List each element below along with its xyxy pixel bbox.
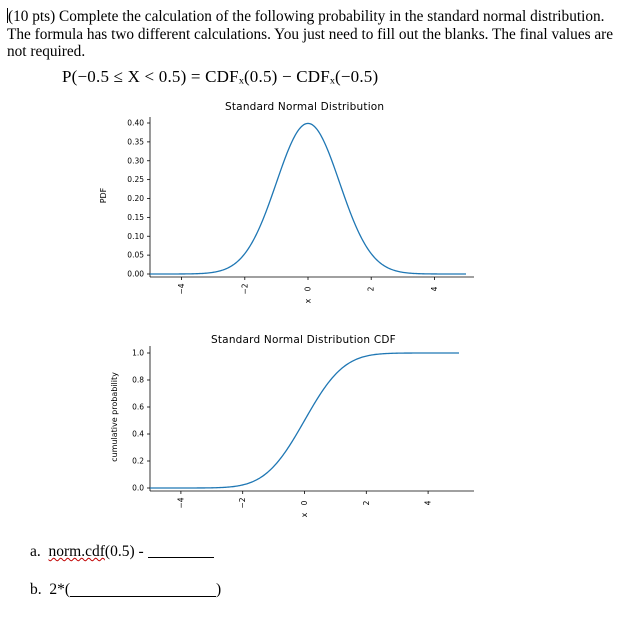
answer-a [30, 543, 214, 561]
x-tick-label: 0 [300, 500, 309, 506]
y-tick-label: 1.0 [132, 348, 144, 358]
cdf-chart-title: Standard Normal Distribution CDF [211, 334, 396, 346]
pdf-chart-title: Standard Normal Distribution [225, 101, 385, 113]
x-tick-label: −2 [238, 497, 248, 509]
answer-a-label: a. [30, 543, 41, 560]
answer-b-blank[interactable] [70, 582, 216, 597]
answer-a-function: norm.cdf [48, 543, 105, 560]
x-tick-label: 2 [361, 500, 371, 506]
y-tick-label: 0.4 [132, 429, 144, 439]
y-tick-label: 0.40 [127, 118, 144, 128]
y-tick-label: 0.30 [127, 156, 144, 166]
y-tick-label: 0.20 [127, 194, 144, 203]
x-tick-label: −4 [177, 283, 187, 295]
probability-formula: P(−0.5 ≤ X < 0.5) = CDFₓ(0.5) − CDFₓ(−0.5) [62, 67, 379, 86]
pdf-chart [0, 105, 624, 325]
x-tick-label: 4 [429, 286, 439, 292]
answer-b-close: ) [216, 581, 222, 598]
x-tick-label: −4 [176, 497, 186, 509]
answer-b-label: b. [30, 581, 42, 598]
x-axis-label: x [303, 298, 313, 304]
y-tick-label: 0.25 [127, 175, 144, 185]
x-tick-label: 2 [366, 286, 376, 292]
question-text: (10 pts) Complete the calculation of the following probability in the standard normal distribution. The formula has two different calculations. You just need to fill out the blanks. The final values are not required. [7, 8, 614, 60]
answer-a-blank[interactable] [148, 543, 214, 558]
x-tick-label: −2 [240, 283, 250, 295]
y-tick-label: 0.8 [132, 375, 144, 385]
y-tick-label: 0.15 [127, 212, 144, 222]
y-tick-label: 0.35 [127, 137, 144, 147]
y-tick-label: 0.6 [132, 402, 144, 412]
y-tick-label: 0.10 [127, 231, 144, 241]
y-tick-label: 0.2 [132, 456, 144, 466]
series-line-pdf [150, 123, 466, 274]
y-axis-label: cumulative probability [110, 372, 119, 462]
y-tick-label: 0.00 [127, 269, 144, 279]
answer-b-text: 2*( [49, 581, 71, 598]
x-tick-label: 0 [303, 286, 313, 292]
y-tick-label: 0.0 [132, 483, 144, 493]
cdf-chart [0, 338, 624, 528]
x-tick-label: 4 [423, 500, 433, 506]
y-tick-label: 0.05 [127, 250, 144, 260]
x-axis-label: x [300, 512, 309, 518]
answer-b [30, 581, 221, 599]
y-axis-label: PDF [99, 187, 108, 204]
answer-a-text: (0.5) - [104, 543, 144, 560]
series-line-cdf [150, 353, 459, 488]
